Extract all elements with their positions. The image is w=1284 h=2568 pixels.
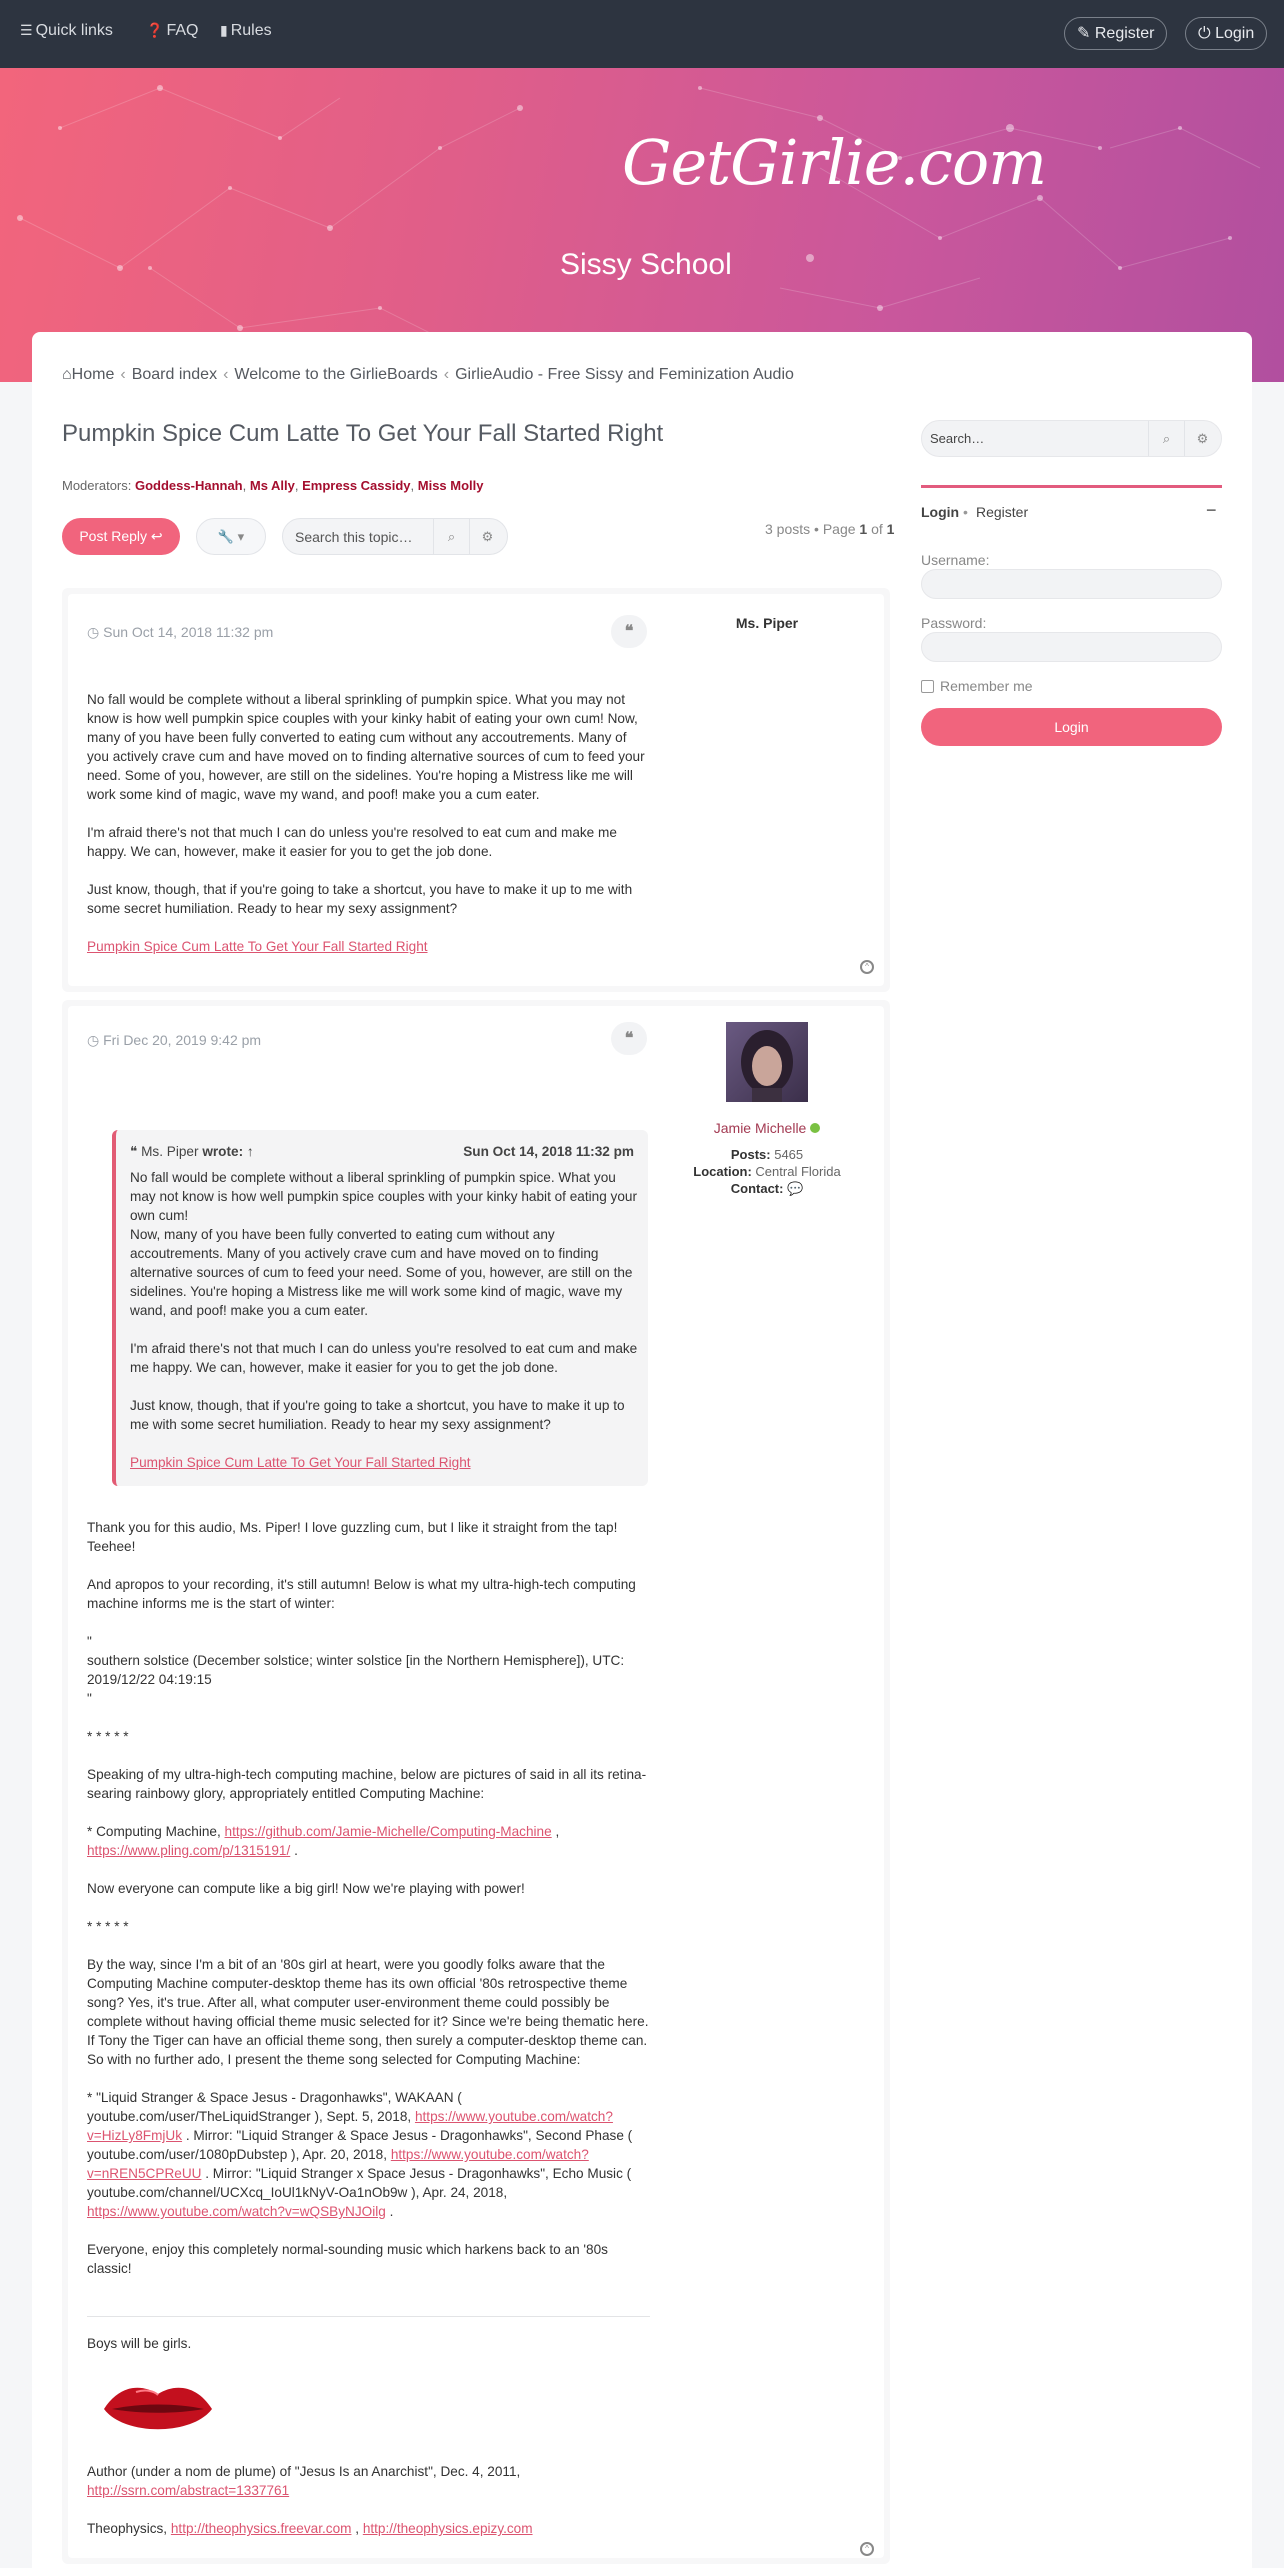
login-submit-button[interactable]: Login [921, 708, 1222, 746]
pagination: 3 posts • Page 1 of 1 [765, 521, 895, 537]
quote-icon: ❝ [130, 1144, 138, 1159]
login-tab[interactable]: Login [921, 504, 960, 520]
gear-icon[interactable]: ⚙ [469, 519, 505, 554]
lips-icon [100, 2376, 216, 2442]
avatar-portrait [726, 1022, 808, 1102]
post-date[interactable]: ◷ Sun Oct 14, 2018 11:32 pm [87, 624, 274, 640]
collapse-icon[interactable]: − [1206, 500, 1217, 520]
github-link[interactable]: https://github.com/Jamie-Michelle/Computing-Machine [224, 1824, 552, 1839]
breadcrumb: ⌂Home ‹ Board index ‹ Welcome to the GirlieBoards ‹ GirlieAudio - Free Sissy and Feminization Audio [62, 366, 794, 383]
site-description: Sissy School [560, 248, 732, 281]
clock-icon: ◷ [87, 624, 100, 640]
ssrn-link[interactable]: http://ssrn.com/abstract=1337761 [87, 2483, 290, 2498]
moderator-link[interactable]: Empress Cassidy [302, 478, 411, 493]
post-link[interactable]: Pumpkin Spice Cum Latte To Get Your Fall Started Right [87, 939, 428, 954]
post-count[interactable]: 5465 [774, 1147, 804, 1162]
breadcrumb-board-index[interactable]: Board index [131, 366, 218, 383]
quoted-author[interactable]: Ms. Piper [141, 1144, 199, 1159]
post-content: Thank you for this audio, Ms. Piper! I love guzzling cum, but I like it straight from the tap! Teehee! And apropos to your recording, it's still autumn! Below is what my ultra-high-tech computing machine informs me is the start of winter: " southern solstice (December solstice; winter solstice [in the Northern Hemisphere]), UTC: 2019/12/22 04:19:15 " * * * * * Speaking of my ultra-high-tech computing machine, below are pictures of said in all its retina-searing rainbowy glory, appropriately entitled Computing Machine: * Computing Machine, https://github.com/Jamie-Michelle/Computing-Machine , https://www.pling.com/p/1315191/ . Now everyone can compute like a big girl! Now we're playing with power! * * * * * By the way, since I'm a bit of an '80s girl at heart, were you goodly folks aware that the Computing Machine computer-desktop theme has its own official '80s retrospective theme song? Yes, it's true. After all, what computer user-environment theme could possibly be complete without having official theme music selected for it? Since we're being thematic here. If Tony the Tiger can have an official theme song, then surely a computer-desktop theme can. So with no further ado, I present the theme song selected for Computing Machine: * "Liquid Stranger & Space Jesus - Dragonhawks", WAKAAN ( youtube.com/user/TheLiquidStranger ), Sept. 5, 2018, https://www.youtube.com/watch?v=HizLy8FmjUk . Mirror: "Liquid Stranger & Space Jesus - Dragonhawks", Second Phase ( youtube.com/user/1080pDubstep ), Apr. 20, 2018, https://www.youtube.com/watch?v=nREN5CPReUU . Mirror: "Liquid Stranger x Space Jesus - Dragonhawks", Echo Music ( youtube.com/channel/UCXcq_IoUl1kNyV-Oa1nOb9w ), Apr. 24, 2018, https://www.youtube.com/watch?v=wQSByNJOilg . Everyone, enjoy this completely normal-sounding music which harkens back to an '80s classic! [87, 1520, 649, 2276]
topic-search-input[interactable]: Search this topic… [295, 529, 413, 545]
contact-icon[interactable]: 💬 [787, 1181, 804, 1196]
online-status-icon [810, 1123, 820, 1133]
quote-link[interactable]: Pumpkin Spice Cum Latte To Get Your Fall Started Right [130, 1455, 471, 1470]
youtube-link[interactable]: https://www.youtube.com/watch?v=HizLy8FmjUk [87, 2109, 613, 2143]
back-to-top-icon[interactable]: ^ [860, 960, 874, 974]
gear-icon[interactable]: ⚙ [1184, 421, 1220, 456]
topic-tools-button[interactable] [196, 518, 266, 555]
moderators-list: Moderators: Goddess-Hannah, Ms Ally, Empress Cassidy, Miss Molly [62, 478, 484, 493]
signature-lines: Author (under a nom de plume) of "Jesus Is an Anarchist", Dec. 4, 2011, http://ssrn.com/abstract=1337761 Theophysics, http://theophysics.freevar.com , http://theophysics.epizy.com [87, 2464, 533, 2536]
author-profile: Posts: 5465 Location: Central Florida Contact: 💬 [693, 1147, 841, 1196]
power-icon: ⏻ [1198, 25, 1211, 42]
question-icon: ❓ [146, 22, 164, 38]
avatar[interactable] [726, 1022, 808, 1102]
password-field[interactable] [921, 632, 1222, 662]
post-date[interactable]: ◷ Fri Dec 20, 2019 9:42 pm [87, 1032, 262, 1048]
quote-button[interactable]: ❝ [611, 1022, 647, 1055]
moderator-link[interactable]: Goddess-Hannah [135, 478, 243, 493]
breadcrumb-girlieaudio[interactable]: GirlieAudio - Free Sissy and Feminization Audio [455, 366, 794, 383]
post-reply-button[interactable]: Post Reply ↩ [62, 518, 180, 555]
post-author[interactable]: Jamie Michelle [680, 1120, 854, 1136]
moderator-link[interactable]: Ms Ally [249, 478, 295, 493]
hamburger-icon: ☰ [20, 22, 33, 38]
lips-image [100, 2376, 216, 2442]
login-panel [921, 485, 1222, 488]
chevron-down-icon: ▾ [237, 529, 245, 544]
youtube-link[interactable]: https://www.youtube.com/watch?v=nREN5CPReUU [87, 2147, 589, 2181]
post-content: No fall would be complete without a liberal sprinkling of pumpkin spice. What you may not know is how well pumpkin spice couples with your kinky habit of eating your own cum! Now, many of you have been fully converted to eating cum without any accoutrements. Many of you actively crave cum and have moved on to finding alternative sources of cum to feed your need. Some of you, however, are still on the sidelines. You're hoping a Mistress like me will work some kind of magic, wave my wand, and poof! make you a cum eater. I'm afraid there's not that much I can do unless you're resolved to eat cum and make me happy. We can, however, make it easier for you to get the job done. Just know, though, that if you're going to take a shortcut, you have to make it up to me with some secret humiliation. Ready to hear my sexy assignment? Pumpkin Spice Cum Latte To Get Your Fall Started Right [87, 692, 645, 954]
topic-title[interactable]: Pumpkin Spice Cum Latte To Get Your Fall Started Right [62, 420, 664, 447]
book-icon: ▮ [220, 22, 228, 38]
edit-icon: ✎ [1077, 25, 1091, 42]
username-label: Username: [921, 552, 990, 568]
theophysics-link[interactable]: http://theophysics.freevar.com [170, 2521, 352, 2536]
back-to-top-icon[interactable]: ^ [860, 2542, 874, 2556]
moderator-link[interactable]: Miss Molly [417, 478, 484, 493]
signature-divider [87, 2316, 650, 2317]
wrench-icon: 🔧 [217, 529, 235, 544]
register-button[interactable]: ✎ Register [1064, 17, 1167, 50]
quote-content: No fall would be complete without a liberal sprinkling of pumpkin spice. What you may not know is how well pumpkin spice couples with your kinky habit of eating your own cum! Now, many of you have been fully converted to eating cum without any accoutrements. Many of you actively crave cum and have moved on to finding alternative sources of cum to feed your need. Some of you, however, are still on the sidelines. You're hoping a Mistress like me will work some kind of magic, wave my wand, and poof! make you a cum eater. I'm afraid there's not that much I can do unless you're resolved to eat cum and make me happy. We can, however, make it easier for you to get the job done. Just know, though, that if you're going to take a shortcut, you have to make it up to me with some secret humiliation. Ready to hear my sexy assignment? Pumpkin Spice Cum Latte To Get Your Fall Started Right [130, 1170, 638, 1470]
search-icon[interactable]: ⌕ [433, 519, 469, 554]
home-icon: ⌂ [62, 366, 72, 383]
rules-link[interactable]: ▮ Rules [220, 22, 272, 39]
tab-separator: • [963, 504, 968, 520]
post-author[interactable]: Ms. Piper [735, 615, 799, 631]
remember-me-row: Remember me [921, 678, 1033, 694]
register-tab[interactable]: Register [976, 504, 1029, 520]
quote-header: ❝ Ms. Piper wrote: ↑ Sun Oct 14, 2018 11:32 pm [130, 1144, 634, 1159]
remember-me-checkbox[interactable] [921, 680, 934, 693]
login-button[interactable]: ⏻ Login [1185, 17, 1267, 50]
quick-links-menu[interactable]: ☰ Quick links [20, 22, 113, 39]
clock-icon: ◷ [87, 1032, 100, 1048]
site-logo[interactable]: GetGirlie.com [622, 126, 1047, 199]
breadcrumb-welcome[interactable]: Welcome to the GirlieBoards [234, 366, 438, 383]
top-navbar [0, 0, 1284, 68]
signature: Boys will be girls. [87, 2336, 192, 2351]
breadcrumb-home[interactable]: ⌂Home [62, 366, 115, 383]
reply-icon: ↩ [150, 528, 163, 544]
theophysics-link[interactable]: http://theophysics.epizy.com [362, 2521, 533, 2536]
topic-search-box [282, 518, 508, 555]
quote-button[interactable]: ❝ [611, 615, 647, 648]
username-field[interactable] [921, 569, 1222, 599]
sidebar-search-box [921, 420, 1222, 457]
sidebar-search-input[interactable]: Search… [930, 431, 985, 446]
pling-link[interactable]: https://www.pling.com/p/1315191/ [87, 1843, 291, 1858]
youtube-link[interactable]: https://www.youtube.com/watch?v=wQSByNJOilg [87, 2204, 386, 2219]
search-icon[interactable]: ⌕ [1148, 421, 1184, 456]
faq-link[interactable]: ❓ FAQ [146, 22, 199, 39]
password-label: Password: [921, 615, 987, 631]
